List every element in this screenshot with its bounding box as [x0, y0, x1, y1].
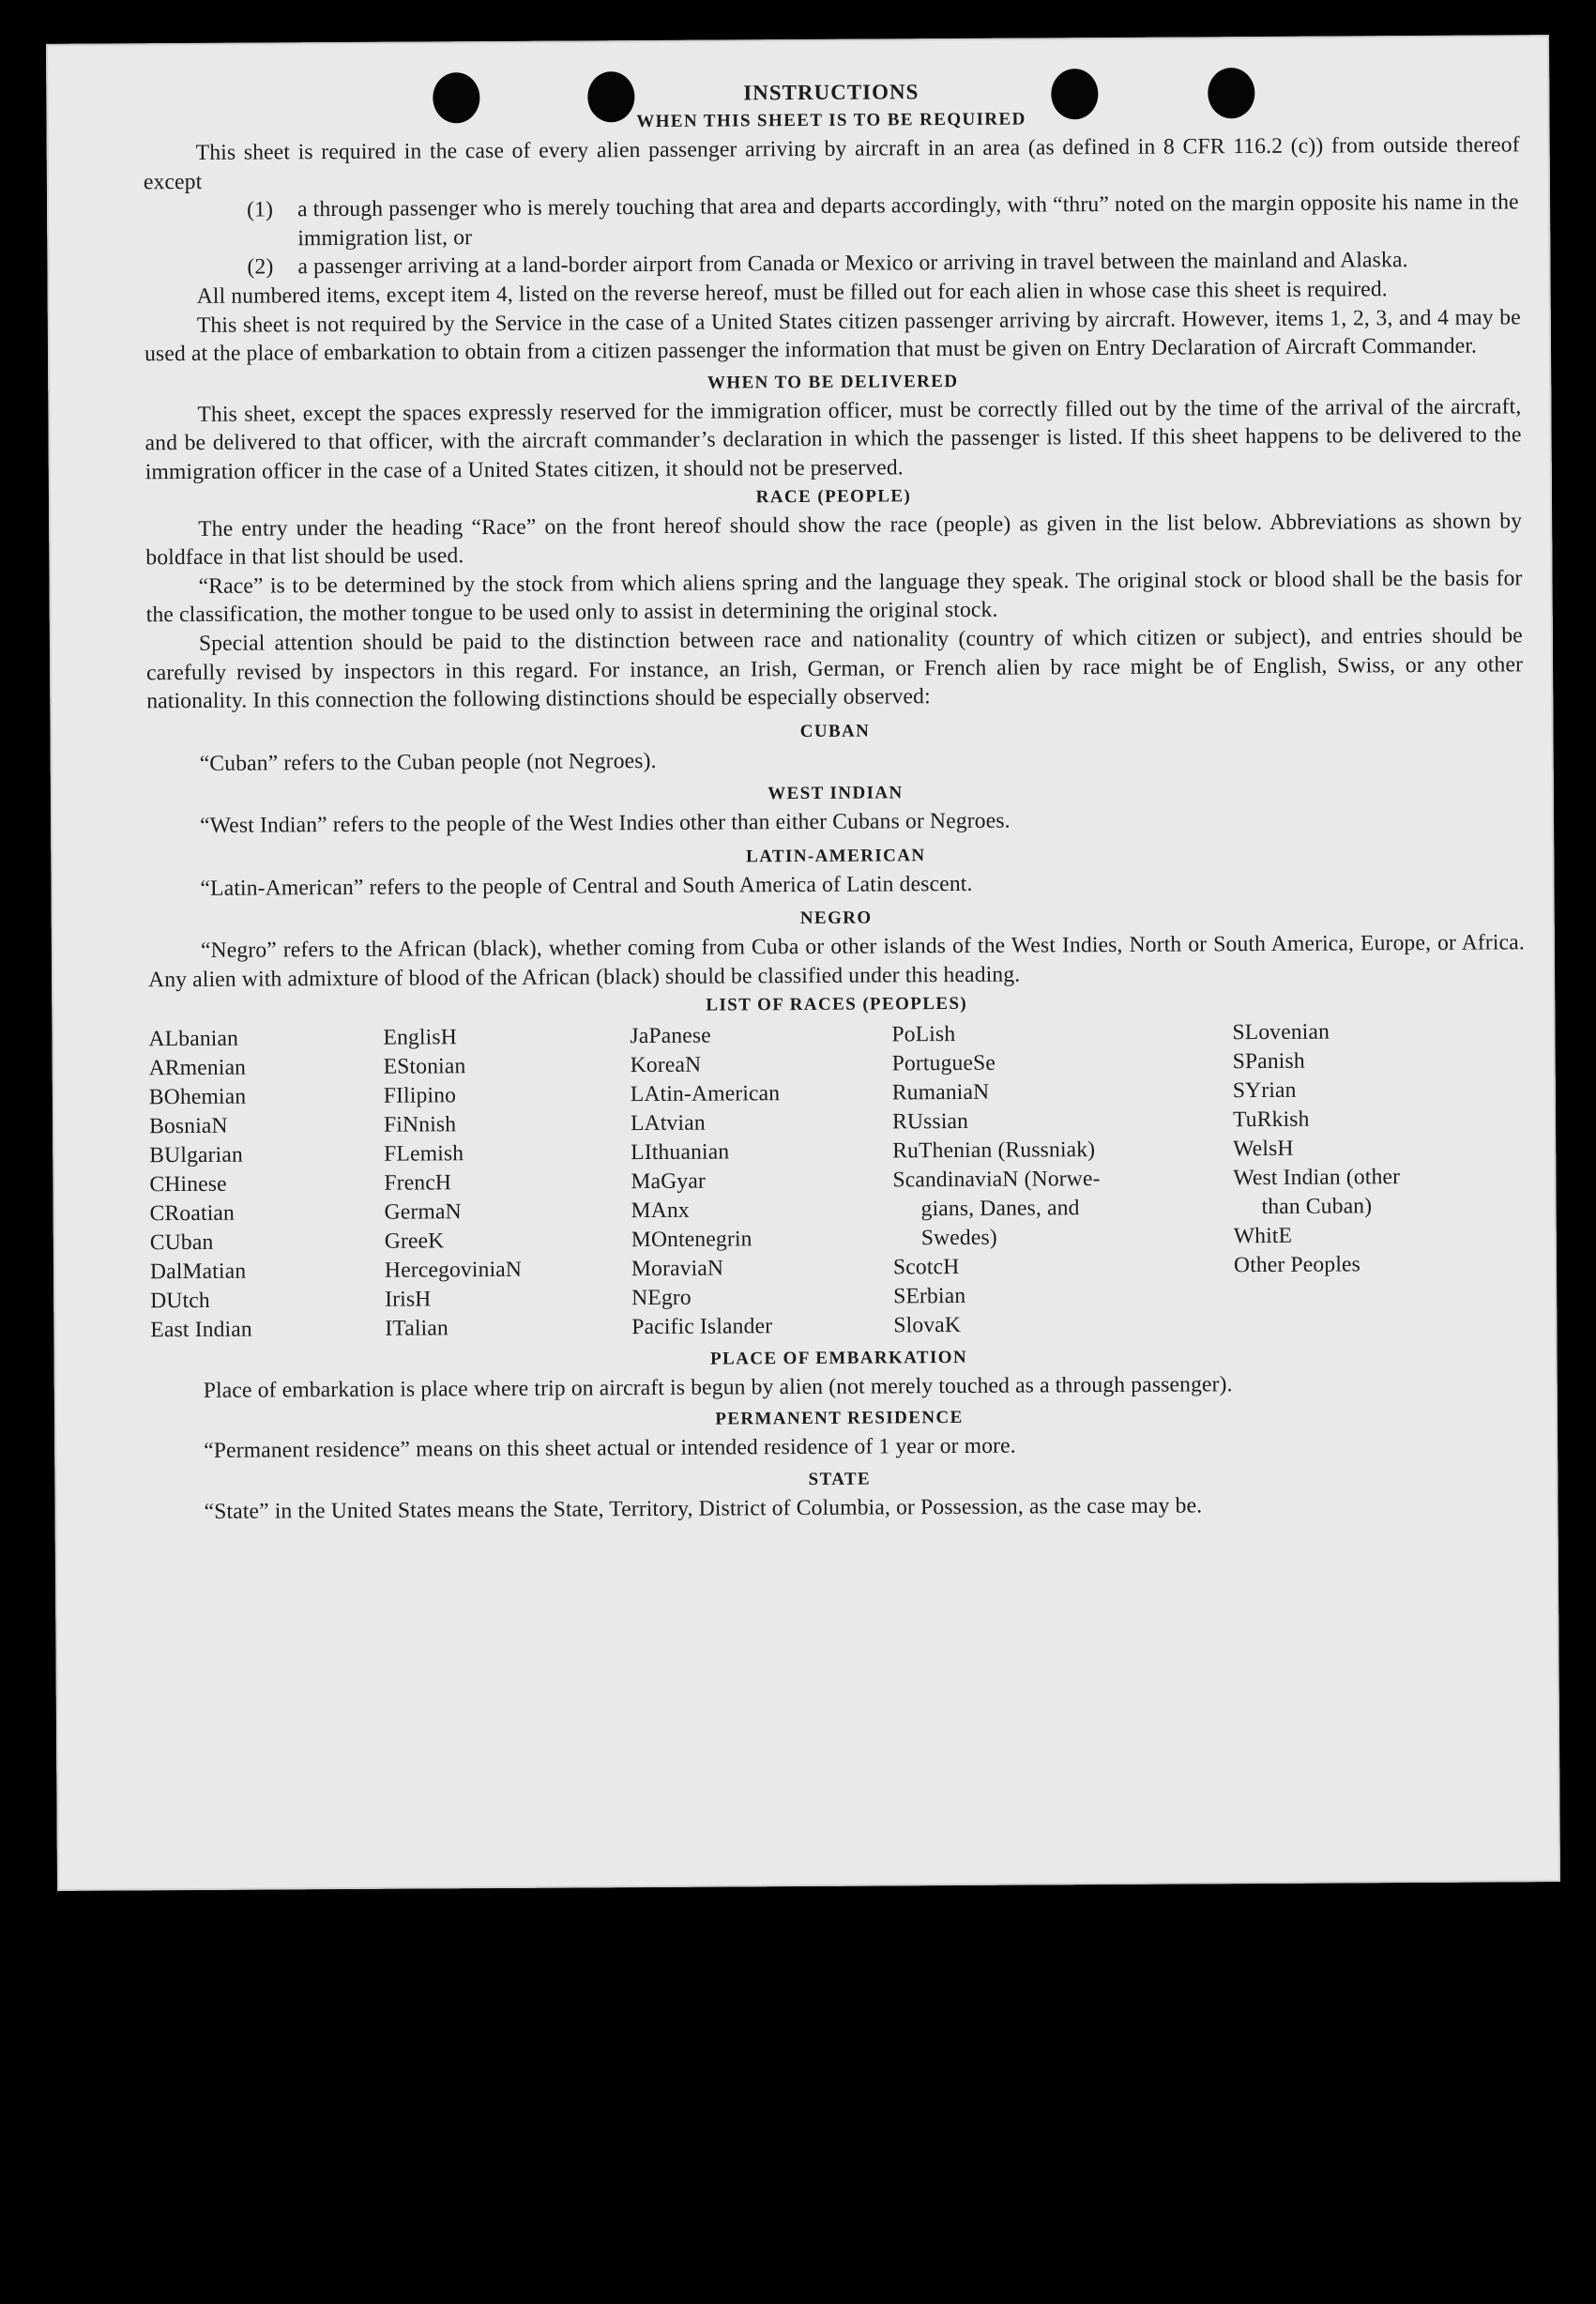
- race-entry: HercegoviniaN: [384, 1257, 523, 1283]
- race-entry: ITalian: [385, 1315, 448, 1341]
- section-heading: NEGRO: [799, 908, 873, 929]
- paragraph: The entry under the heading “Race” on the front hereof should show the race (people) as given in the list below. Abbreviations as shown by boldface in that list should be used.: [145, 508, 1523, 571]
- paragraph: This sheet, except the spaces expressly reserved for the immigration officer, must be correctly filled out by the time of the arrival of the aircraft, and be delivered to that officer, with the aircraft commander’s declaration in which the passenger is listed. If this sheet happens to be delivered to the immigration officer in the case of a United States citizen, it should not be preserved.: [144, 394, 1522, 485]
- section-heading: CUBAN: [799, 721, 871, 741]
- race-entry: East Indian: [150, 1317, 252, 1342]
- races-list: [148, 1016, 1527, 1345]
- race-entry: LAtin-American: [630, 1080, 781, 1106]
- races-column: [891, 1018, 1234, 1340]
- race-entry: SLovenian: [1232, 1019, 1330, 1045]
- race-entry: IrisH: [385, 1287, 432, 1312]
- race-entry: MaGyar: [631, 1168, 707, 1194]
- section-heading: LATIN-AMERICAN: [746, 846, 926, 867]
- races-column: [148, 1023, 385, 1345]
- races-column: [630, 1020, 893, 1342]
- section-heading: RACE (PEOPLE): [755, 485, 912, 507]
- race-entry: RUssian: [891, 1108, 969, 1135]
- race-entry: Swedes): [920, 1225, 997, 1250]
- item-text: a passenger arriving at a land-border airport from Canada or Mexico or arriving in travel between the mainland and Alaska.: [297, 248, 1408, 280]
- section-heading: WEST INDIAN: [768, 783, 904, 804]
- paragraph: “Race” is to be determined by the stock from which aliens spring and the language they speak. The original stock or blood shall be the basis for the classification, the mother tongue to be used only to assist in determining the original stock.: [145, 566, 1523, 628]
- paragraph: “West Indian” refers to the people of the West Indies other than either Cubans or Negroes.: [200, 808, 1011, 839]
- race-entry: FiNnish: [383, 1111, 457, 1137]
- race-entry: DUtch: [150, 1288, 210, 1313]
- race-entry: RumaniaN: [891, 1079, 990, 1106]
- race-entry: KoreaN: [630, 1052, 702, 1077]
- paragraph: “Cuban” refers to the Cuban people (not Negroes).: [199, 748, 657, 776]
- section-heading: STATE: [808, 1469, 872, 1489]
- race-entry: NEgro: [631, 1285, 692, 1310]
- race-entry: WhitE: [1233, 1223, 1293, 1248]
- page-title: INSTRUCTIONS: [743, 80, 920, 105]
- race-entry: SlovaK: [893, 1312, 962, 1338]
- race-entry: GermaN: [384, 1198, 462, 1225]
- paragraph: “State” in the United States means the State, Territory, District of Columbia, or Possession, as the case may be.: [204, 1493, 1203, 1524]
- paragraph: “Negro” refers to the African (black), whether coming from Cuba or other islands of the West Indies, North or South America, Europe, or Africa. Any alien with admixture of blood of the African (black) should be classified under this heading.: [148, 930, 1525, 993]
- race-entry: than Cuban): [1261, 1193, 1373, 1219]
- race-entry: PortugueSe: [891, 1050, 996, 1076]
- item-text: a through passenger who is merely touching that area and departs accordingly, with “thru” noted on the margin opposite his name in the immigration list, or: [297, 190, 1519, 252]
- list-item: [247, 189, 1520, 253]
- paragraph: All numbered items, except item 4, listed on the reverse hereof, must be filled out for each alien in whose case this sheet is required.: [196, 277, 1388, 309]
- race-entry: JaPanese: [630, 1023, 711, 1048]
- section-heading: WHEN THIS SHEET IS TO BE REQUIRED: [636, 109, 1026, 132]
- paragraph: Special attention should be paid to the distinction between race and nationality (country of which citizen or subject), and entries should be carefully revised by inspectors in this regard. For instance, an Irish, German, or French alien by race might be of English, Swiss, or any other nationality. In this connection the following distinctions should be especially observed:: [146, 623, 1524, 714]
- race-entry: FIlipino: [383, 1082, 457, 1108]
- race-entry: MAnx: [631, 1198, 690, 1223]
- race-entry: EStonian: [383, 1053, 466, 1079]
- race-entry: CHinese: [149, 1171, 227, 1197]
- race-entry: DalMatian: [149, 1259, 247, 1284]
- paragraph: “Permanent residence” means on this sheet actual or intended residence of 1 year or more.: [204, 1433, 1016, 1464]
- race-entry: BUlgarian: [149, 1142, 243, 1167]
- races-column: [1232, 1016, 1527, 1338]
- document-sheet: [46, 35, 1560, 1891]
- race-entry: EnglisH: [383, 1024, 457, 1050]
- race-entry: FLemish: [384, 1140, 464, 1167]
- paragraph: “Latin-American” refers to the people of Central and South America of Latin descent.: [200, 871, 973, 901]
- paragraph: This sheet is required in the case of every alien passenger arriving by aircraft in an area (as defined in 8 CFR 116.2 (c)) from outside thereof except: [143, 132, 1520, 194]
- race-entry: PoLish: [891, 1021, 956, 1047]
- item-number: (1): [247, 197, 274, 222]
- race-entry: BOhemian: [148, 1084, 247, 1109]
- section-heading: PLACE OF EMBARKATION: [710, 1347, 968, 1369]
- instructions-body: [143, 74, 1528, 1526]
- race-entry: ScotcH: [892, 1254, 960, 1280]
- race-entry: ALbanian: [148, 1026, 239, 1051]
- section-heading: PERMANENT RESIDENCE: [715, 1408, 964, 1429]
- race-entry: LAtvian: [630, 1110, 706, 1136]
- race-entry: ARmenian: [148, 1055, 247, 1080]
- race-entry: WelsH: [1233, 1136, 1294, 1161]
- paragraph: This sheet is not required by the Service in the case of a United States citizen passenger arriving by aircraft. However, items 1, 2, 3, and 4 may be used at the place of embarkation to obtain from a citizen passenger the information that must be given on Entry Declaration of Aircraft Commander.: [144, 304, 1521, 367]
- race-entry: CUban: [149, 1229, 214, 1255]
- race-entry: MoraviaN: [631, 1256, 724, 1281]
- race-entry: SPanish: [1232, 1048, 1305, 1074]
- race-entry: MOntenegrin: [631, 1226, 752, 1252]
- races-column: [383, 1022, 631, 1344]
- race-entry: BosniaN: [148, 1113, 228, 1138]
- race-entry: FrencH: [384, 1169, 452, 1196]
- race-entry: gians, Danes, and: [920, 1195, 1080, 1221]
- race-entry: CRoatian: [149, 1200, 236, 1226]
- race-entry: Other Peoples: [1233, 1252, 1361, 1277]
- race-entry: Pacific Islander: [631, 1313, 773, 1339]
- race-entry: LIthuanian: [631, 1139, 730, 1165]
- race-entry: TuRkish: [1232, 1106, 1310, 1132]
- race-entry: ScandinaviaN (Norwe-: [892, 1166, 1101, 1193]
- paragraph: Place of embarkation is place where trip on aircraft is begun by alien (not merely touched as a through passenger).: [203, 1371, 1233, 1403]
- item-number: (2): [247, 254, 274, 280]
- race-entry: SYrian: [1232, 1077, 1297, 1103]
- race-entry: SErbian: [893, 1283, 966, 1309]
- race-entry: GreeK: [384, 1228, 445, 1254]
- section-heading: WHEN TO BE DELIVERED: [707, 371, 959, 393]
- section-heading: LIST OF RACES (PEOPLES): [706, 993, 968, 1015]
- race-entry: West Indian (other: [1233, 1164, 1401, 1190]
- race-entry: RuThenian (Russniak): [892, 1137, 1096, 1164]
